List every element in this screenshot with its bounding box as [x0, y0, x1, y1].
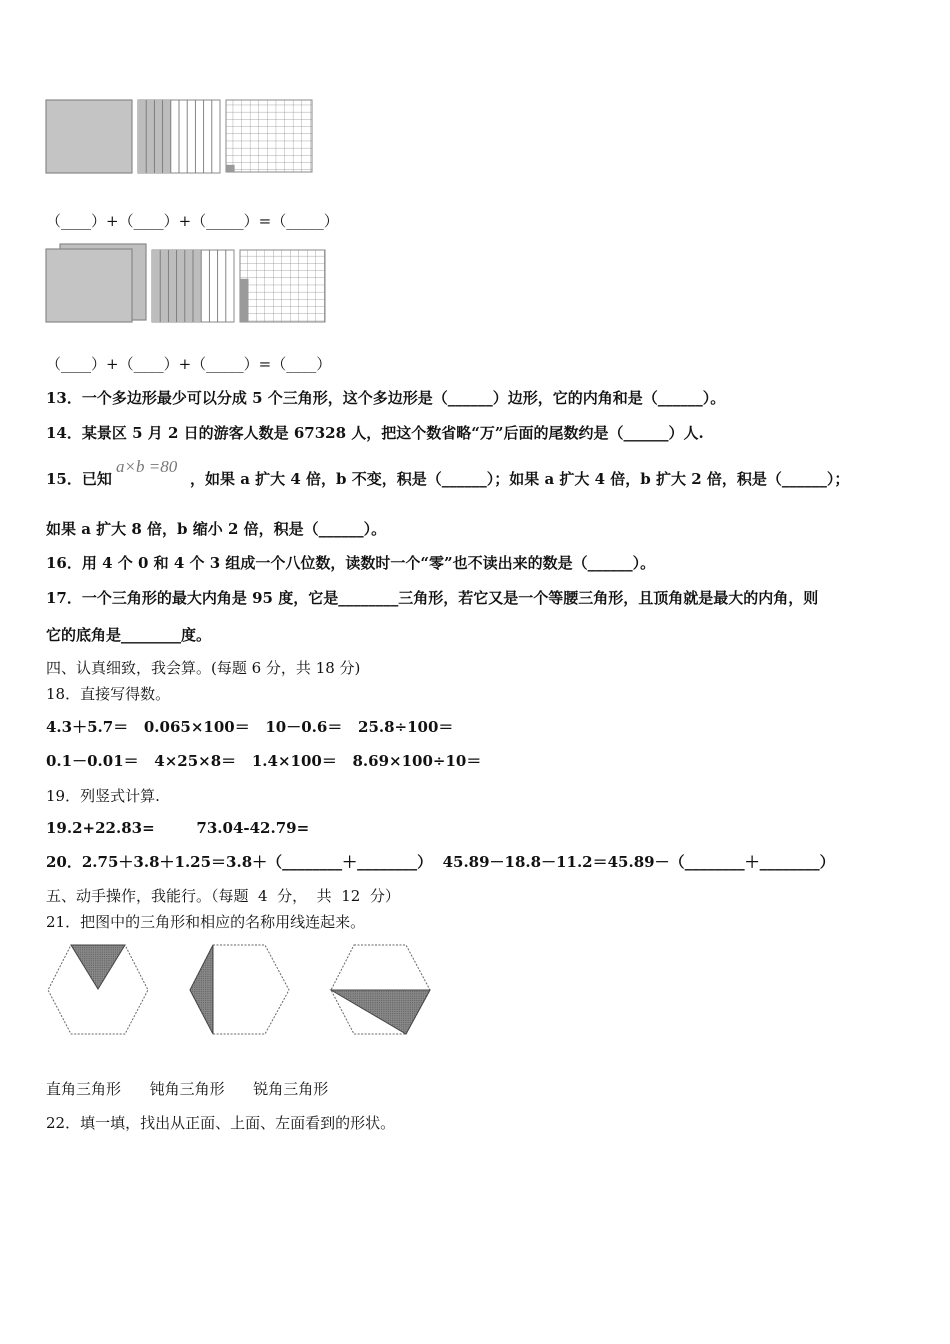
q12-equation-row-1: （____）+（____）+（_____）=（_____）: [46, 212, 339, 230]
question-19-row: 19.2+22.83= 73.04-42.79=: [46, 819, 310, 837]
question-21-title: 21．把图中的三角形和相应的名称用线连起来。: [46, 913, 366, 931]
question-18-row-1: 4.3＋5.7＝ 0.065×100＝ 10－0.6＝ 25.8÷100＝: [46, 718, 454, 736]
question-17-line-1: 17．一个三角形的最大内角是 95 度，它是________三角形，若它又是一个等腰三角形，且顶角就是最大的内角，则: [46, 589, 819, 607]
question-20: 20．2.75＋3.8＋1.25＝3.8＋（________＋________） 45.89－18.8－11.2＝45.89－（________＋________）: [46, 853, 835, 871]
question-18-title: 18．直接写得数。: [46, 685, 171, 703]
question-21-labels: 直角三角形 钝角三角形 锐角三角形: [46, 1080, 329, 1098]
question-15-formula: a×b =80: [116, 457, 178, 476]
hexagon-triangles-figure: [44, 940, 440, 1040]
question-15-prefix: 15．已知: [46, 470, 112, 488]
q12-equation-row-2: （____）+（____）+（_____）=（____）: [46, 355, 332, 373]
decimal-model-figure-1: [44, 98, 316, 178]
question-14: 14．某景区 5 月 2 日的游客人数是 67328 人，把这个数省略“万”后面的尾数约是（______）人.: [46, 424, 704, 442]
question-16: 16．用 4 个 0 和 4 个 3 组成一个八位数，读数时一个“零”也不读出来的数是（______）。: [46, 554, 656, 572]
question-17-line-2: 它的底角是________度。: [46, 626, 212, 644]
hexagon-1: [48, 945, 148, 1034]
section-5-heading: 五、动手操作，我能行。（每题 4 分， 共 12 分）: [46, 887, 400, 905]
section-4-heading: 四、认真细致，我会算。(每题 6 分，共 18 分): [46, 659, 361, 677]
question-15-line-2: 如果 a 扩大 8 倍，b 缩小 2 倍，积是（______）。: [46, 520, 387, 538]
question-13: 13．一个多边形最少可以分成 5 个三角形，这个多边形是（______）边形，它的内角和是（______）。: [46, 389, 726, 407]
question-18-row-2: 0.1－0.01＝ 4×25×8＝ 1.4×100＝ 8.69×100÷10＝: [46, 752, 482, 770]
question-22: 22．填一填，找出从正面、上面、左面看到的形状。: [46, 1114, 396, 1132]
question-19-title: 19．列竖式计算.: [46, 787, 160, 805]
question-15-rest: ，如果 a 扩大 4 倍，b 不变，积是（______）；如果 a 扩大 4 倍，b 扩大 2 倍，积是（______）；: [190, 470, 850, 488]
decimal-model-figure-2: [44, 242, 328, 324]
hexagon-2: [190, 945, 289, 1034]
hexagon-3: [331, 945, 430, 1034]
